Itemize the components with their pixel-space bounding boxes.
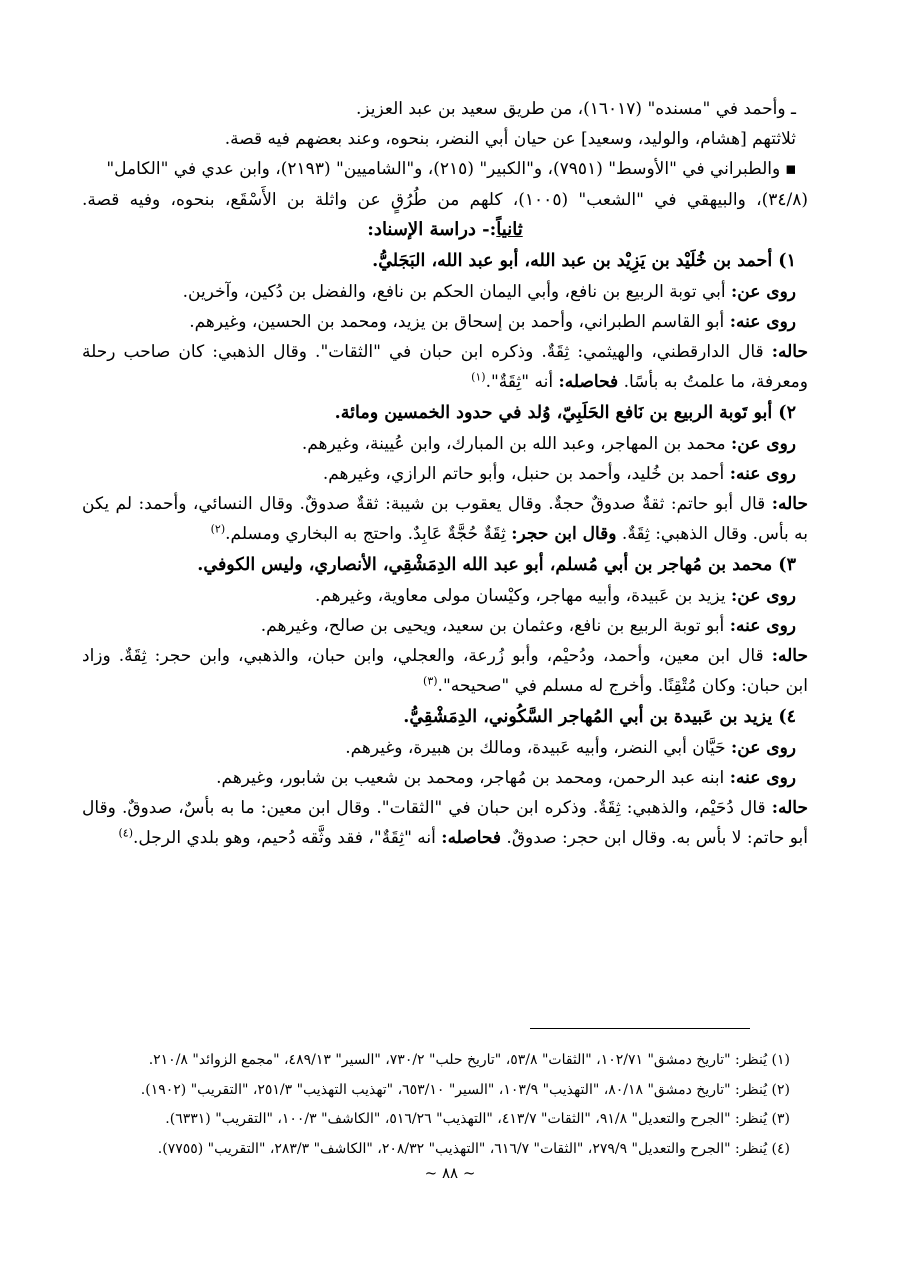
bio-4-rawa-an: روى عن: حَيَّان أبي النضر، وأبيه عَبيدة، ومالك بن هبيرة، وغيرهم. — [345, 737, 796, 758]
intro-line-3: ■ والطبراني في "الأوسط" (٧٩٥١)، و"الكبير" (٢١٥)، و"الشاميين" (٢١٩٣)، وابن عدي في "الكامل" — [106, 159, 796, 179]
bio-3-title: ٣) محمد بن مُهاجر بن أبي مُسلم، أبو عبد الله الدِمَشْقِي، الأنصاري، وليس الكوفي. — [197, 554, 796, 575]
bio-4-hal-1: حاله: قال دُحَيْم، والذهبي: ثِقَةٌ. وذكره ابن حبان في "الثقات". وقال ابن معين: ما به بأسٌ، صدوقٌ. وقال — [82, 797, 808, 818]
section-heading: ثانياً:- دراسة الإسناد: — [367, 218, 523, 240]
bio-2-hal-1: حاله: قال أبو حاتم: ثقةٌ صدوقٌ حجةٌ. وقال يعقوب بن شيبة: ثقةٌ صدوقٌ. وقال النسائي، وأحمد: لم يكن — [82, 493, 808, 514]
footnote-2: (٢) يُنظر: "تاريخ دمشق" ٨٠/١٨، "التهذيب" ١٠٣/٩، "السير" ٦٥٣/١٠، "تهذيب التهذيب" ٢٥١/٣، "التقريب" (١٩٠٢). — [140, 1081, 790, 1098]
bio-3-rawa-an: روى عن: يزيد بن عَبيدة، وأبيه مهاجر، وكيْسان مولى معاوية، وغيرهم. — [314, 585, 796, 606]
bio-3-rawa-anhu: روى عنه: أبو توبة الربيع بن نافع، وعثمان بن سعيد، ويحيى بن صالح، وغيرهم. — [260, 615, 796, 636]
intro-line-4: (٣٤/٨)، والبيهقي في "الشعب" (١٠٠٥)، كلهم من طُرُقٍ عن واثلة بن الأَسْقَع، بنحوه، وفيه قصة. — [82, 189, 808, 210]
footnote-separator — [530, 1028, 750, 1029]
bio-4-hal-2: أبو حاتم: لا بأس به. وقال ابن حجر: صدوقٌ. فحاصله: أنه "ثِقَةٌ"، فقد وثَّقه دُحيم، وهو بلدي الرجل.$^{(٤)}$ — [118, 825, 808, 848]
footnote-ref-4[interactable]: (٤) — [118, 825, 133, 839]
footnote-1: (١) يُنظر: "تاريخ دمشق" ١٠٢/٧١، "الثقات" ٥٣/٨، "تاريخ حلب" ٧٣٠/٢، "السير" ٤٨٩/١٣، "مجمع الزوائد" ٢١٠/٨. — [148, 1052, 790, 1068]
bio-2-rawa-an: روى عن: محمد بن المهاجر، وعبد الله بن المبارك، وابن عُيينة، وغيرهم. — [301, 433, 796, 454]
bio-4-title: ٤) يزيد بن عَبيدة بن أبي المُهاجر السَّكُوني، الدِمَشْقِيُّ. — [403, 706, 796, 727]
footnote-4: (٤) يُنظر: "الجرح والتعديل" ٢٧٩/٩، "الثقات" ٦١٦/٧، "التهذيب" ٢٠٨/٣٢، "الكاشف" ٢٨٣/٣، "التقريب" (٧٧٥٥). — [157, 1140, 790, 1157]
bio-2-rawa-anhu: روى عنه: أحمد بن خُليد، وأحمد بن حنبل، وأبو حاتم الرازي، وغيرهم. — [322, 463, 796, 484]
footnote-3: (٣) يُنظر: "الجرح والتعديل" ٩١/٨، "الثقات" ٤١٣/٧، "التهذيب" ٥١٦/٢٦، "الكاشف" ١٠٠/٣، "التقريب" (٦٣٣١). — [165, 1111, 790, 1127]
bio-2-title: ٢) أبو تَوبة الربيع بن نَافع الحَلَبِيّ، وُلد في حدود الخمسين ومائة. — [334, 402, 796, 423]
main-text — [82, 94, 808, 853]
intro-line-2: ثلاثتهم [هشام، والوليد، وسعيد] عن حيان أبي النضر، بنحوه، وعند بعضهم فيه قصة. — [224, 129, 796, 149]
footnote-ref-1[interactable]: (١) — [471, 369, 486, 383]
footnotes — [92, 1046, 790, 1164]
bio-1-rawa-an: روى عن: أبي توبة الربيع بن نافع، وأبي اليمان الحكم بن نافع، والفضل بن دُكين، وآخرين. — [182, 281, 796, 302]
bio-4-rawa-anhu: روى عنه: ابنه عبد الرحمن، ومحمد بن مُهاجر، ومحمد بن شعيب بن شابور، وغيرهم. — [216, 767, 796, 788]
bio-1-rawa-anhu: روى عنه: أبو القاسم الطبراني، وأحمد بن إسحاق بن يزيد، ومحمد بن الحسين، وغيرهم. — [189, 311, 796, 332]
intro-line-1: ـ وأحمد في "مسنده" (١٦٠١٧)، من طريق سعيد بن عبد العزيز. — [355, 99, 796, 119]
bio-1-hal-1: حاله: قال الدارقطني، والهيثمي: ثِقَةٌ. وذكره ابن حبان في "الثقات". وقال الذهبي: كان صاحب رحلة — [82, 341, 808, 362]
bio-3-hal-1: حاله: قال ابن معين، وأحمد، ودُحيْم، وأبو زُرعة، والعجلي، وابن حبان، والذهبي، وابن حجر: ثِقَةٌ. وزاد — [82, 645, 808, 666]
bullet-icon: ■ — [785, 162, 796, 176]
bio-3-hal-2: ابن حبان: وكان مُتْقِنًا. وأخرج له مسلم في "صحيحه".$^{(٣)}$ — [423, 673, 808, 696]
bio-1-title: ١) أحمد بن خُلَيْد بن يَزِيْد بن عبد الله، أبو عبد الله، البَجَليُّ. — [372, 250, 796, 271]
footnote-ref-2[interactable]: (٢) — [210, 521, 226, 535]
page-number: ~ ٨٨ ~ — [424, 1164, 476, 1182]
bio-2-hal-2: به بأس. وقال الذهبي: ثِقَةٌ. وقال ابن حجر: ثِقَةٌ حُجَّةٌ عَابِدٌ. واحتج به البخاري ومسلم.$^{(٢)}$ — [210, 521, 808, 544]
bio-1-hal-2: ومعرفة، ما علمتُ به بأسًا. فحاصله: أنه "ثِقَةٌ".$^{(١)}$ — [471, 369, 808, 392]
footnote-ref-3[interactable]: (٣) — [423, 673, 438, 687]
